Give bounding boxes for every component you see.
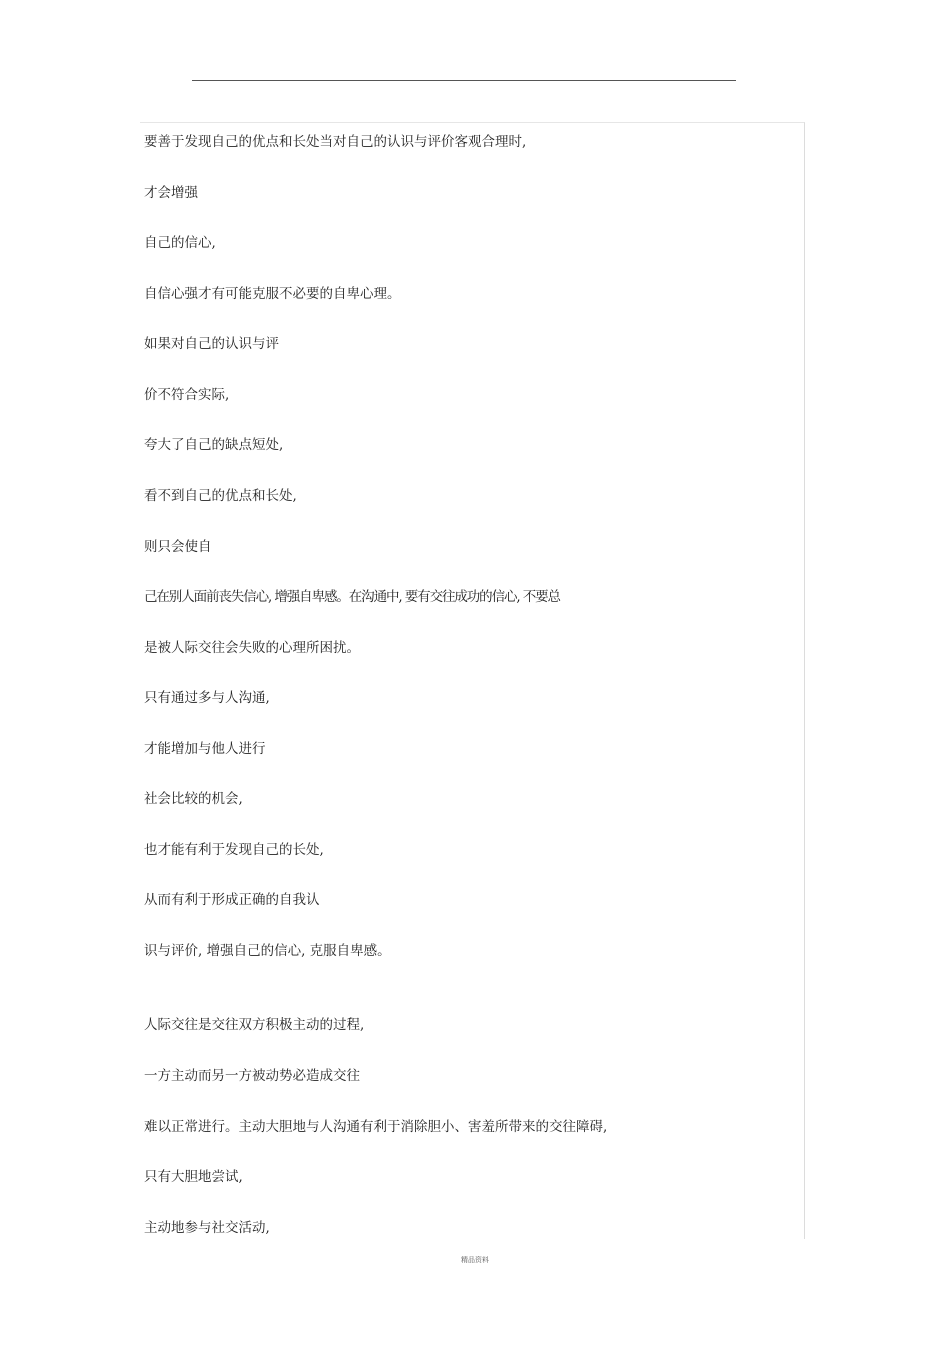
text-line: 从而有利于形成正确的自我认 — [144, 892, 320, 908]
text-line: 只有大胆地尝试, — [144, 1169, 243, 1185]
text-line: 如果对自己的认识与评 — [144, 336, 279, 352]
text-line: 识与评价, 增强自己的信心, 克服自卑感。 — [144, 943, 391, 959]
text-line: 价不符合实际, — [144, 387, 230, 403]
text-line: 也才能有利于发现自己的长处, — [144, 842, 324, 858]
footer-note: 精品资料 — [461, 1256, 489, 1264]
text-line: 己在别人面前丧失信心, 增强自卑感。在沟通中, 要有交往成功的信心, 不要总 — [144, 589, 560, 605]
header-rule — [192, 80, 736, 81]
text-line: 人际交往是交往双方积极主动的过程, — [144, 1017, 365, 1033]
text-line: 难以正常进行。主动大胆地与人沟通有利于消除胆小、害羞所带来的交往障碍, — [144, 1119, 608, 1135]
text-line: 社会比较的机会, — [144, 791, 243, 807]
text-line: 夸大了自己的缺点短处, — [144, 437, 284, 453]
text-line: 自己的信心, — [144, 235, 216, 251]
text-line: 看不到自己的优点和长处, — [144, 488, 297, 504]
text-line: 自信心强才有可能克服不必要的自卑心理。 — [144, 286, 401, 302]
text-line: 是被人际交往会失败的心理所困扰。 — [144, 640, 360, 656]
text-line: 才能增加与他人进行 — [144, 741, 266, 757]
text-line: 才会增强 — [144, 185, 198, 201]
text-line: 则只会使自 — [144, 539, 212, 555]
text-line: 一方主动而另一方被动势必造成交往 — [144, 1068, 360, 1084]
text-line: 主动地参与社交活动, — [144, 1220, 270, 1236]
text-line: 只有通过多与人沟通, — [144, 690, 270, 706]
text-line: 要善于发现自己的优点和长处当对自己的认识与评价客观合理时, — [144, 134, 527, 150]
